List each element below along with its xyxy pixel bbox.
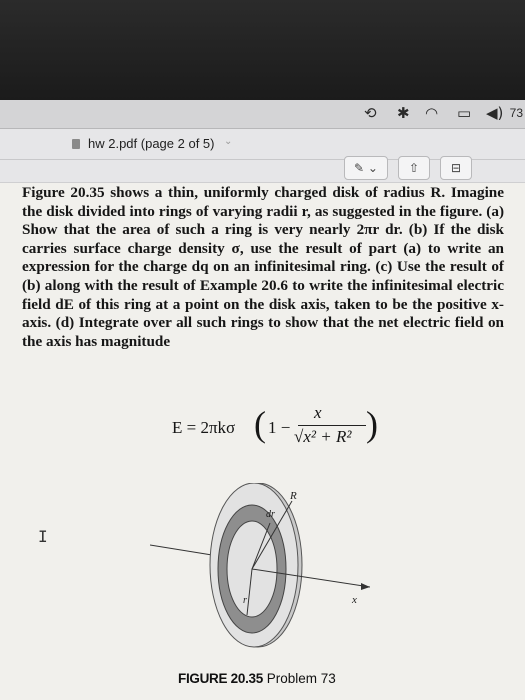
charged-disk-figure xyxy=(150,483,370,658)
problem-text: Figure 20.35 shows a thin, uniformly charged disk of radius R. Imagine the disk divided into rings of varying radii r, as suggested in the figure. (a) Show that the area of such a ring is very nearly 2πr dr. (b) If the disk carries surface charge density σ, use the result of part (a) to write an expression for the charge dq on an infinitesimal ring. (c) Use the result of (b) along with the result of Example 20.6 to write the infinitesimal electric field dE of this ring at a point on the disk axis, taken to be the positive x-axis. (d) Integrate over all such rings to show that the net electric field on the axis has magnitude xyxy=(22,184,504,350)
field-formula xyxy=(172,403,432,455)
share-button[interactable]: ⇧ xyxy=(398,156,430,180)
pdf-page xyxy=(0,183,525,700)
axis-line-left xyxy=(150,545,212,555)
label-x: x xyxy=(352,594,357,606)
wifi-icon[interactable]: ◠ xyxy=(425,104,439,122)
volume-icon[interactable]: ◀) xyxy=(486,104,504,122)
time-machine-icon[interactable]: ⟲ xyxy=(364,104,377,122)
menu-clock[interactable]: 73 xyxy=(509,106,523,120)
formula-one-minus: 1 − xyxy=(268,418,291,437)
close-paren: ) xyxy=(366,404,378,444)
screen-bezel xyxy=(0,0,525,100)
window-title[interactable]: hw 2.pdf (page 2 of 5) xyxy=(88,136,215,151)
fraction-bar xyxy=(298,425,366,426)
preview-toolbar xyxy=(0,160,525,183)
airplay-icon[interactable]: ▭ xyxy=(457,104,472,122)
formula-lhs: E = 2πkσ xyxy=(172,418,236,437)
label-r: r xyxy=(243,595,247,606)
axis-arrow xyxy=(361,583,370,590)
menu-bar xyxy=(0,100,525,129)
markup-button[interactable]: ✎ ⌄ xyxy=(344,156,388,180)
text-cursor: I xyxy=(38,527,48,546)
caption-figure-number: FIGURE 20.35 xyxy=(178,671,263,686)
toolbox-button[interactable]: ⊟ xyxy=(440,156,472,180)
formula-numerator: x xyxy=(314,403,322,422)
caption-problem: Problem 73 xyxy=(266,671,336,686)
chevron-down-icon[interactable]: ⌄ xyxy=(224,136,233,147)
open-paren: ( xyxy=(254,404,266,444)
bluetooth-icon[interactable]: ✱ xyxy=(397,104,410,122)
label-dr: dr xyxy=(266,509,275,520)
formula-denominator: √x² + R² xyxy=(294,427,352,446)
document-icon xyxy=(72,139,80,149)
figure-caption xyxy=(178,671,336,686)
label-R: R xyxy=(290,490,297,502)
